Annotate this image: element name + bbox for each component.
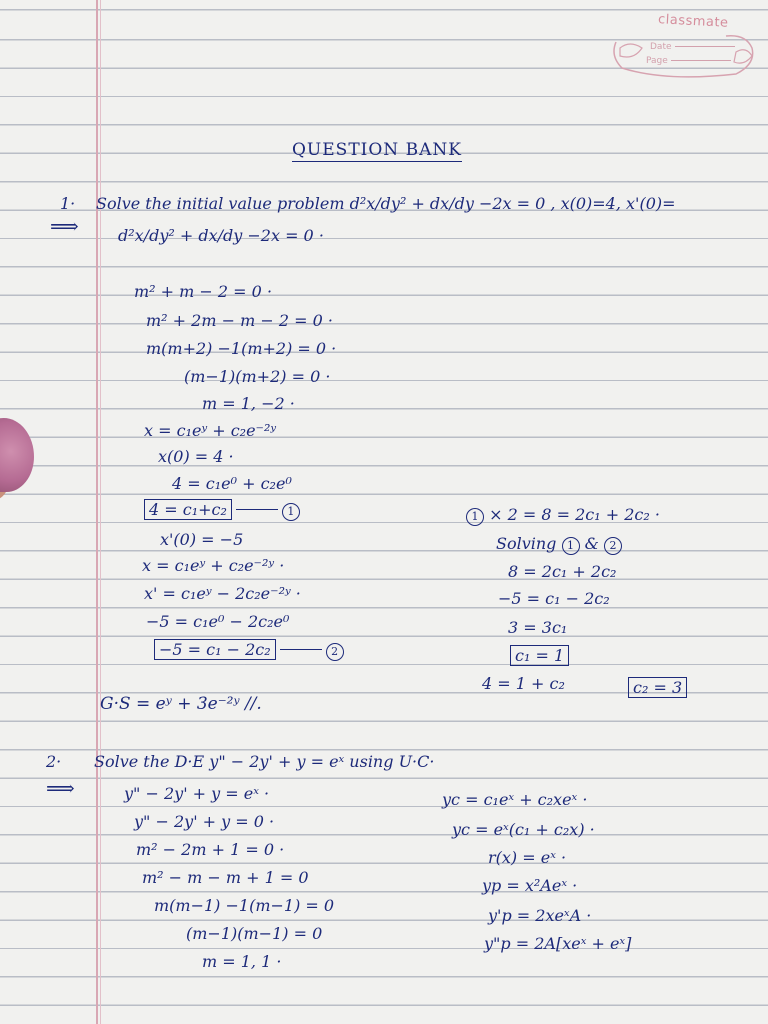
- q1-right-4: −5 = c₁ − 2c₂: [498, 589, 610, 608]
- implies-arrow-icon-2: ⟹: [46, 776, 75, 800]
- page-field: [646, 56, 731, 66]
- q2-right-2: yc = eˣ(c₁ + c₂x) ·: [452, 820, 595, 839]
- q2-line-6: (m−1)(m−1) = 0: [186, 924, 323, 943]
- q2-number: 2·: [46, 752, 62, 771]
- q1-line-3: m² + 2m − m − 2 = 0 ·: [146, 311, 333, 330]
- q1-line-8: x(0) = 4 ·: [158, 447, 234, 466]
- q1-line-5: (m−1)(m+2) = 0 ·: [184, 367, 331, 386]
- q1-line-2: m² + m − 2 = 0 ·: [134, 282, 273, 301]
- q1-line-13: x' = c₁eʸ − 2c₂e⁻²ʸ ·: [144, 584, 301, 603]
- q1-line-11: x'(0) = −5: [160, 530, 244, 549]
- q1-general-solution: G·S = eʸ + 3e⁻²ʸ //.: [100, 694, 262, 714]
- margin-line: [96, 0, 98, 1024]
- q2-line-5: m(m−1) −1(m−1) = 0: [154, 896, 335, 915]
- q2-line-2: y" − 2y' + y = 0 ·: [134, 812, 275, 831]
- q2-right-1: yc = c₁eˣ + c₂xeˣ ·: [442, 790, 588, 809]
- q2-line-3: m² − 2m + 1 = 0 ·: [136, 840, 285, 859]
- q1-line-14: −5 = c₁e⁰ − 2c₂e⁰: [146, 612, 290, 631]
- brand-name: classmate: [657, 12, 729, 31]
- q1-line-4: m(m+2) −1(m+2) = 0 ·: [146, 339, 337, 358]
- q1-line-9: 4 = c₁e⁰ + c₂e⁰: [172, 474, 292, 493]
- q2-statement: Solve the D·E y" − 2y' + y = eˣ using U·C·: [94, 752, 435, 771]
- equation-tag-1: 1: [282, 503, 300, 521]
- q2-line-1: y" − 2y' + y = eˣ ·: [124, 784, 270, 803]
- date-field: [650, 42, 735, 52]
- q1-eq-boxed-row-2: [154, 640, 344, 661]
- q2-right-5: y'p = 2xeˣA ·: [488, 906, 592, 925]
- q1-boxed-eq-2: −5 = c₁ − 2c₂: [154, 639, 276, 660]
- implies-arrow-icon: ⟹: [50, 214, 79, 238]
- q2-line-7: m = 1, 1 ·: [202, 952, 282, 971]
- q1-right-3: 8 = 2c₁ + 2c₂: [508, 562, 617, 581]
- q1-right-2: Solving 1 & 2: [496, 534, 622, 555]
- page-title: QUESTION BANK: [292, 140, 462, 160]
- q1-eq-boxed-row: [144, 500, 300, 521]
- q1-right-5: 3 = 3c₁: [508, 618, 568, 637]
- q1-boxed-eq-1: 4 = c₁+c₂: [144, 499, 232, 520]
- q1-line-7: x = c₁eʸ + c₂e⁻²ʸ: [144, 421, 277, 440]
- q1-statement: Solve the initial value problem d²x/dy² + dx/dy −2x = 0 , x(0)=4, x'(0)=: [96, 194, 676, 213]
- q2-right-3: r(x) = eˣ ·: [488, 848, 567, 867]
- date-label: Date: [650, 42, 672, 52]
- q2-right-4: yp = x²Aeˣ ·: [482, 876, 578, 895]
- q1-right-1: 1 × 2 = 8 = 2c₁ + 2c₂ ·: [466, 505, 660, 526]
- margin-line-inner: [100, 0, 101, 1024]
- q1-line-6: m = 1, −2 ·: [202, 394, 295, 413]
- page-label: Page: [646, 56, 668, 66]
- q1-right-6: c₁ = 1: [510, 646, 569, 666]
- q1-line-12: x = c₁eʸ + c₂e⁻²ʸ ·: [142, 556, 285, 575]
- q1-right-7: 4 = 1 + c₂: [482, 674, 565, 693]
- equation-tag-2: 2: [326, 643, 344, 661]
- q2-line-4: m² − m − m + 1 = 0: [142, 868, 309, 887]
- q1-number: 1·: [60, 194, 76, 213]
- q2-right-6: y"p = 2A[xeˣ + eˣ]: [484, 934, 632, 953]
- brand-stamp: [606, 12, 758, 86]
- q1-right-8: c₂ = 3: [628, 678, 687, 698]
- q1-line-1: d²x/dy² + dx/dy −2x = 0 ·: [118, 226, 324, 245]
